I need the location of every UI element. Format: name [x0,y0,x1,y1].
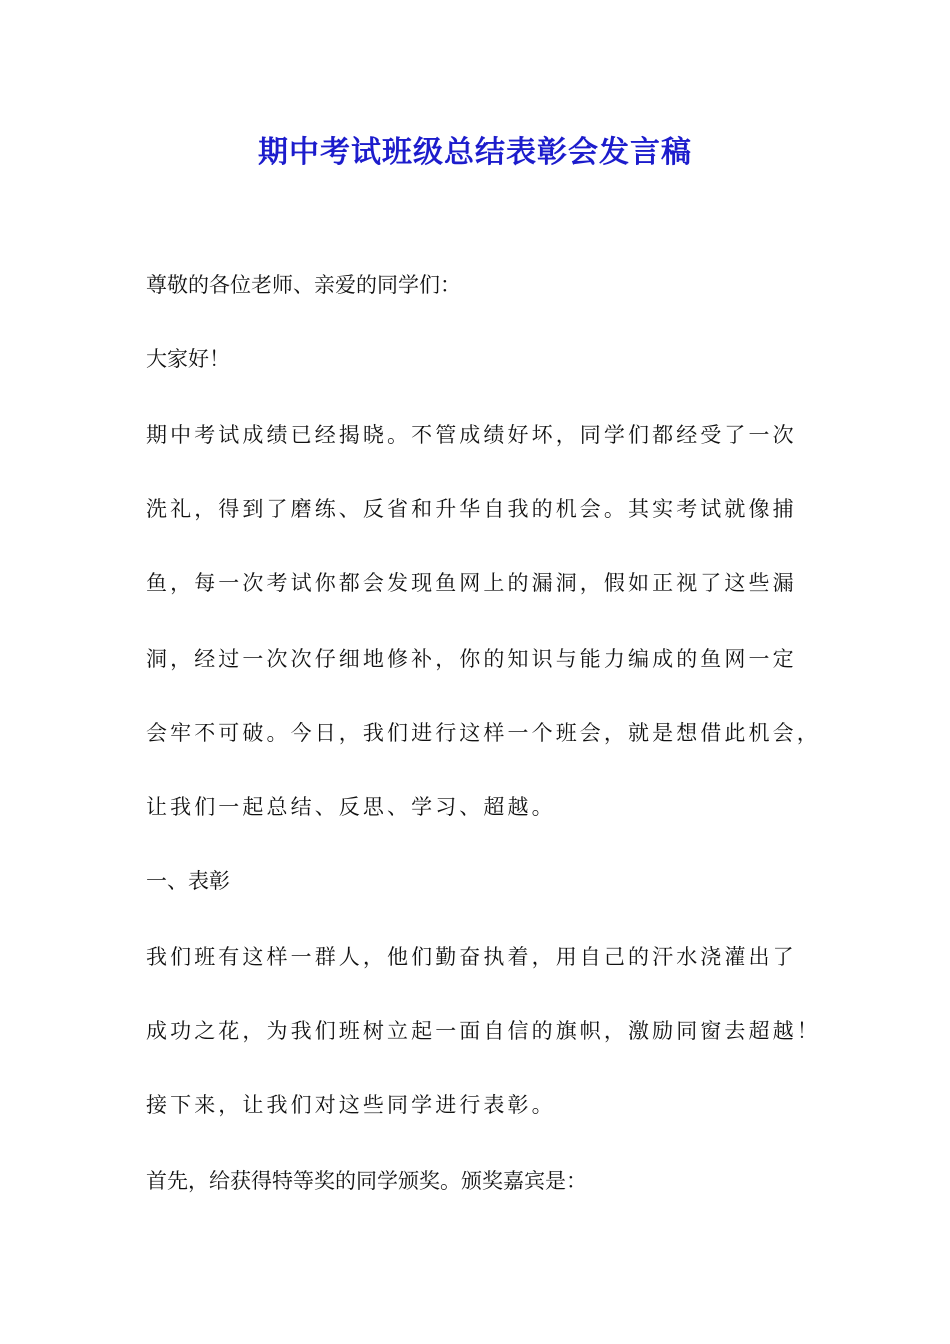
paragraph-line: 接下来，让我们对这些同学进行表彰。 [146,1093,556,1117]
document-title: 期中考试班级总结表彰会发言稿 [258,135,692,170]
paragraph-line: 期中考试成绩已经揭晓。不管成绩好坏，同学们都经受了一次 [146,423,797,447]
paragraph-line: 鱼，每一次考试你都会发现鱼网上的漏洞，假如正视了这些漏 [146,571,797,595]
paragraph-line: 成功之花，为我们班树立起一面自信的旗帜，激励同窗去超越！ [146,1019,821,1043]
paragraph-line: 洗礼，得到了磨练、反省和升华自我的机会。其实考试就像捕 [146,497,797,521]
greeting-line: 大家好！ [146,347,230,371]
section-heading: 一、表彰 [146,869,230,893]
paragraph-line: 首先，给获得特等奖的同学颁奖。颁奖嘉宾是： [146,1169,587,1193]
paragraph-line: 会牢不可破。今日，我们进行这样一个班会，就是想借此机会， [146,721,821,745]
paragraph-line: 让我们一起总结、反思、学习、超越。 [146,795,556,819]
paragraph-line: 我们班有这样一群人，他们勤奋执着，用自己的汗水浇灌出了 [146,945,797,969]
salutation-line: 尊敬的各位老师、亲爱的同学们： [146,273,461,297]
paragraph-line: 洞，经过一次次仔细地修补，你的知识与能力编成的鱼网一定 [146,647,797,671]
